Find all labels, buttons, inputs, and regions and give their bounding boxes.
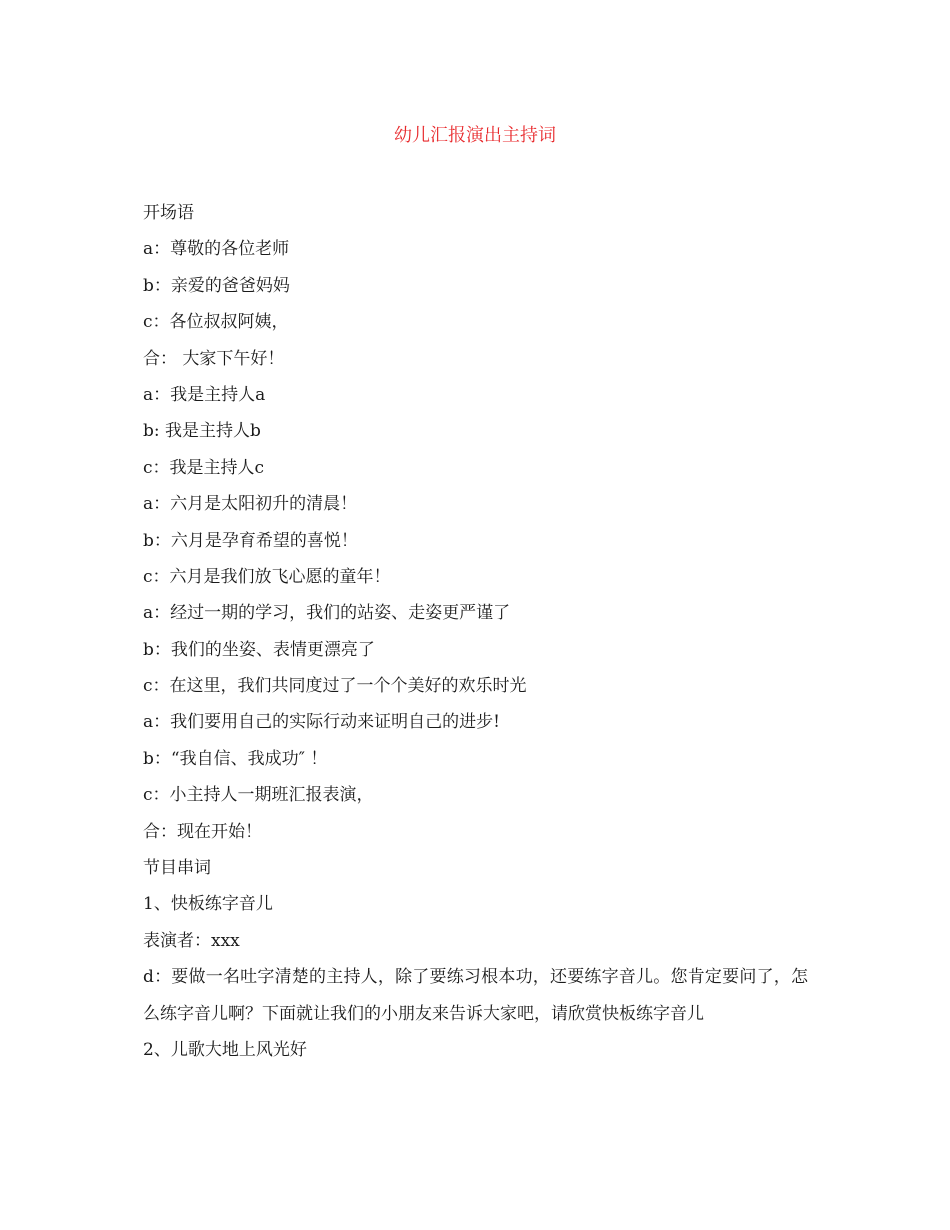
document-title: 幼儿汇报演出主持词 (394, 125, 556, 146)
performer-line: 表演者：xxx (143, 930, 240, 951)
section-heading-program: 节目串词 (143, 858, 211, 879)
script-line: a：六月是太阳初升的清晨！ (143, 494, 358, 515)
script-line: 合：现在开始！ (143, 821, 262, 842)
script-line: b: 我是主持人b (143, 421, 261, 442)
script-line: c：我是主持人c (143, 457, 265, 478)
section-heading-opening: 开场语 (143, 203, 194, 223)
script-line: a：尊敬的各位老师 (143, 239, 290, 260)
program-item: 1、快板练字音儿 (143, 894, 273, 915)
document-body (143, 195, 808, 1068)
script-line: a：我们要用自己的实际行动来证明自己的进步! (143, 712, 500, 733)
script-line: b：六月是孕育希望的喜悦！ (143, 530, 358, 551)
script-line: b：“我自信、我成功″ ！ (143, 748, 328, 769)
script-line: c：小主持人一期班汇报表演， (143, 785, 374, 806)
program-item: 2、儿歌大地上风光好 (143, 1040, 307, 1061)
script-line: a：我是主持人a (143, 384, 266, 405)
script-line: 合： 大家下午好！ (143, 348, 285, 369)
script-line: c：各位叔叔阿姨， (143, 312, 289, 333)
script-line: c：在这里，我们共同度过了一个个美好的欢乐时光 (143, 676, 527, 697)
script-line: a：经过一期的学习，我们的站姿、走姿更严谨了 (143, 603, 511, 624)
script-line: b：亲爱的爸爸妈妈 (143, 275, 290, 296)
script-line: b：我们的坐姿、表情更漂亮了 (143, 639, 375, 660)
script-line: c：六月是我们放飞心愿的童年！ (143, 566, 391, 587)
script-paragraph: d：要做一名吐字清楚的主持人，除了要练习根本功，还要练字音儿。您肯定要问了，怎么练字音儿啊？下面就让我们的小朋友来告诉大家吧，请欣赏快板练字音儿 (143, 967, 808, 1024)
